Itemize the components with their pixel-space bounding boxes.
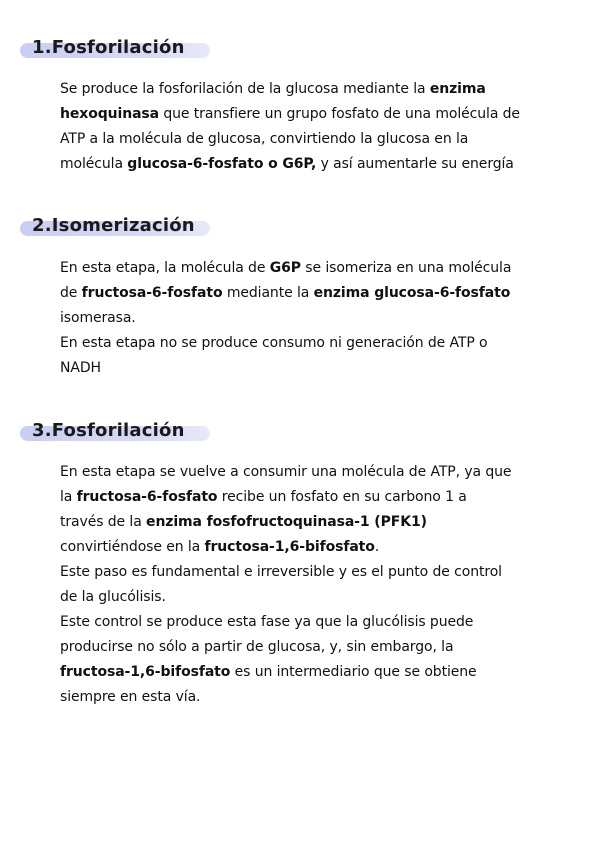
text-run: producirse no sólo a partir de glucosa, y, sin embargo, la — [60, 639, 454, 655]
text-line — [60, 635, 550, 660]
bold-term: fructosa-6-fosfato — [81, 285, 223, 301]
section-body — [60, 460, 550, 710]
text-line — [60, 77, 550, 102]
text-line — [60, 585, 550, 610]
text-run: de la glucólisis. — [60, 589, 166, 605]
text-run: Este control se produce esta fase ya que la glucólisis puede — [60, 614, 474, 630]
section-body — [60, 256, 550, 381]
bold-term: fructosa-6-fosfato — [76, 489, 218, 505]
bold-term: enzima — [429, 81, 486, 97]
bold-term: enzima glucosa-6-fosfato — [313, 285, 511, 301]
text-run: través de la — [60, 514, 147, 530]
text-line — [60, 610, 550, 635]
bold-term: fructosa-1,6-bifosfato — [60, 664, 231, 680]
text-line — [60, 102, 550, 127]
text-line — [60, 535, 550, 560]
text-run: molécula — [60, 156, 128, 172]
text-run: y así aumentarle su energía — [316, 156, 514, 172]
text-line — [60, 331, 550, 356]
text-run: En esta etapa se vuelve a consumir una molécula de ATP, ya que — [60, 464, 512, 480]
text-line — [60, 460, 550, 485]
section-title: 3.Fosforilación — [32, 420, 185, 441]
text-line — [60, 485, 550, 510]
text-run: se isomeriza en una molécula — [300, 260, 512, 276]
text-run: Se produce la fosforilación de la glucosa mediante la — [60, 81, 430, 97]
text-run: NADH — [60, 360, 101, 376]
text-run: mediante la — [222, 285, 314, 301]
text-line — [60, 306, 550, 331]
text-line — [60, 356, 550, 381]
text-run: isomerasa. — [60, 310, 136, 326]
text-line — [60, 127, 550, 152]
text-run: es un intermediario que se obtiene — [230, 664, 477, 680]
text-run: recibe un fosfato en su carbono 1 a — [217, 489, 467, 505]
bold-term: glucosa-6-fosfato o G6P, — [127, 156, 317, 172]
text-run: siempre en esta vía. — [60, 689, 201, 705]
bold-term: fructosa-1,6-bifosfato — [204, 539, 375, 555]
text-run: que transfiere un grupo fosfato de una molécula de — [159, 106, 520, 122]
text-run: ATP a la molécula de glucosa, convirtiendo la glucosa en la — [60, 131, 469, 147]
text-run: . — [374, 539, 380, 555]
text-run: de — [60, 285, 82, 301]
bold-term: hexoquinasa — [60, 106, 159, 122]
bold-term: enzima fosfofructoquinasa-1 (PFK1) — [146, 514, 427, 530]
text-line — [60, 660, 550, 685]
text-line — [60, 560, 550, 585]
text-line — [60, 281, 550, 306]
text-run: En esta etapa no se produce consumo ni generación de ATP o — [60, 335, 488, 351]
text-line — [60, 152, 550, 177]
section-body — [60, 77, 550, 177]
text-line — [60, 510, 550, 535]
section-title: 2.Isomerización — [32, 215, 195, 236]
text-run: Este paso es fundamental e irreversible y es el punto de control — [60, 564, 502, 580]
text-run: En esta etapa, la molécula de — [60, 260, 270, 276]
section-title: 1.Fosforilación — [32, 37, 185, 58]
text-line — [60, 685, 550, 710]
text-run: la — [60, 489, 77, 505]
text-run: convirtiéndose en la — [60, 539, 205, 555]
text-line — [60, 256, 550, 281]
bold-term: G6P — [269, 260, 301, 276]
